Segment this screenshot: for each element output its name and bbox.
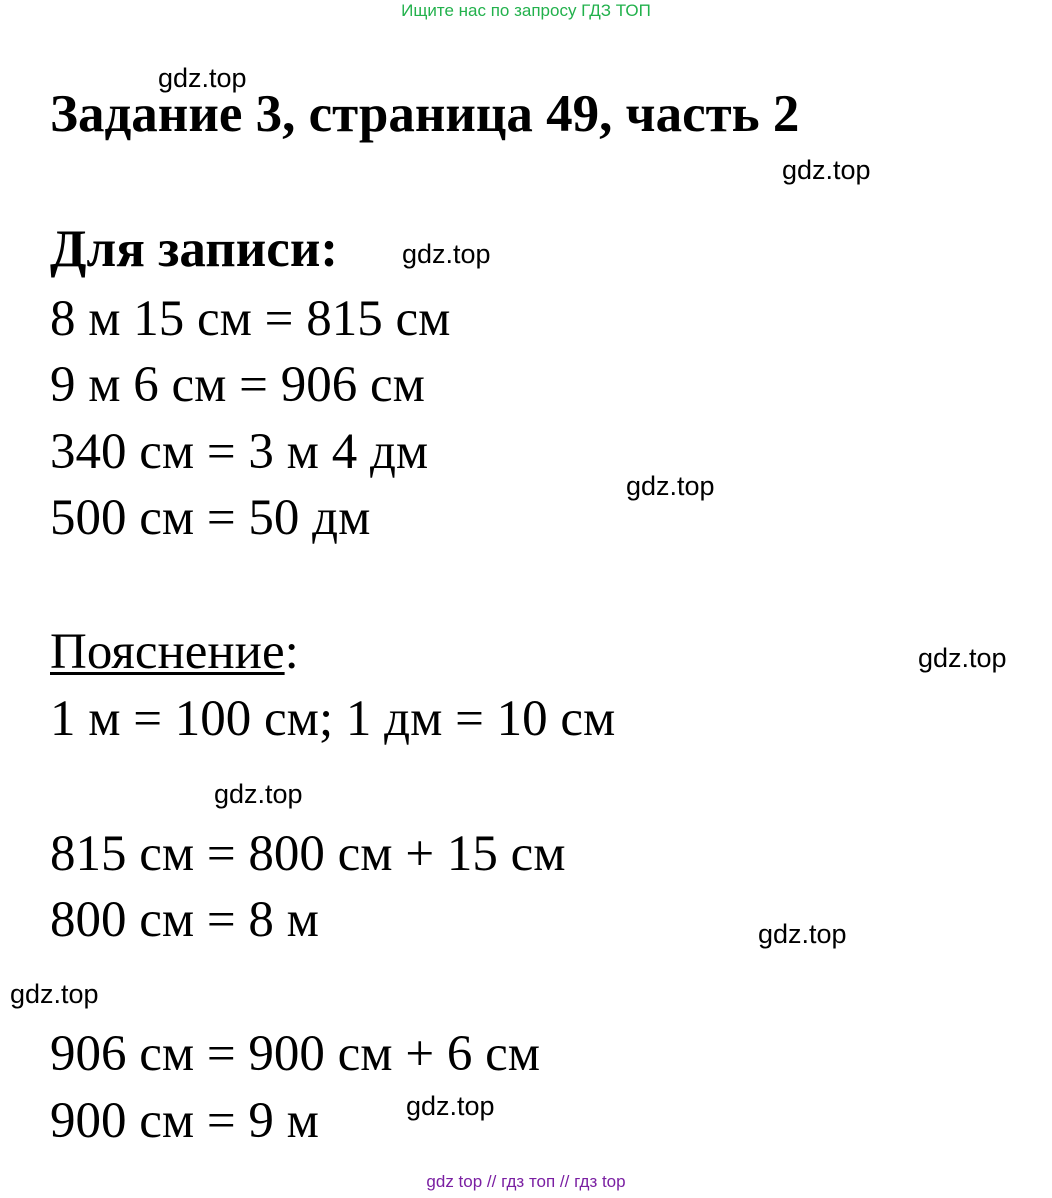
watermark: gdz.top: [158, 63, 247, 93]
record-heading: Для записи:: [50, 220, 339, 278]
watermark: gdz.top: [626, 471, 715, 501]
watermark: gdz.top: [782, 155, 871, 185]
explanation-label: Пояснение: [50, 624, 285, 680]
explanation-colon: :: [284, 624, 299, 680]
top-banner: Ищите нас по запросу ГДЗ ТОП: [401, 1, 651, 20]
explanation-heading: [50, 623, 299, 682]
watermark: gdz.top: [918, 643, 1007, 673]
watermark: gdz.top: [214, 779, 303, 809]
record-line: 500 см = 50 дм: [50, 490, 371, 546]
watermark: gdz.top: [402, 239, 491, 269]
footer-text: gdz top // гдз топ // гдз top: [426, 1172, 626, 1191]
watermark: gdz.top: [10, 979, 99, 1009]
explanation-line: 1 м = 100 см; 1 дм = 10 см: [50, 691, 616, 747]
watermark: gdz.top: [758, 919, 847, 949]
record-line: 340 см = 3 м 4 дм: [50, 424, 429, 480]
record-line: 8 м 15 см = 815 см: [50, 291, 451, 347]
explanation-line: 815 см = 800 см + 15 см: [50, 826, 566, 882]
explanation-line: 800 см = 8 м: [50, 892, 319, 948]
explanation-line: 906 см = 900 см + 6 см: [50, 1026, 541, 1082]
explanation-line: 900 см = 9 м: [50, 1093, 319, 1149]
page-title: Задание 3, страница 49, часть 2: [50, 85, 800, 143]
watermark: gdz.top: [406, 1091, 495, 1121]
record-line: 9 м 6 см = 906 см: [50, 357, 425, 413]
